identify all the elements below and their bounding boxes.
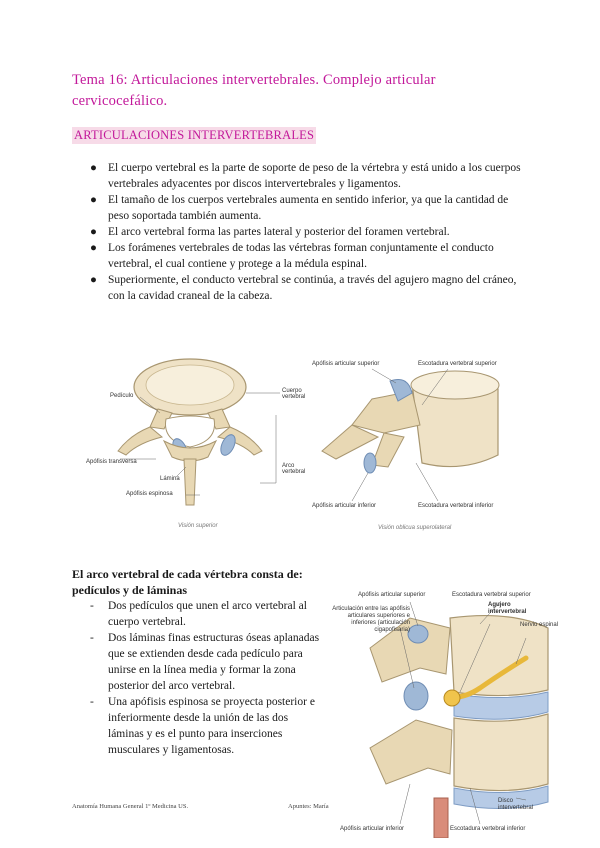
label-cuerpo-vertebral: Cuerpo vertebral [282,388,306,400]
section-heading: ARTICULACIONES INTERVERTEBRALES [74,128,315,142]
label-articulacion: Articulación entre las apófisis articulares superiores e inferiores (articulación cigapofisaria) [332,606,410,633]
vertebra-superior-illustration [80,355,310,515]
dash-list [72,598,322,758]
label-pediculo: Pedículo [110,393,134,399]
label-escotadura-inferior: Escotadura vertebral inferior [418,503,494,509]
label-apofisis-transversa: Apófisis transversa [86,459,137,465]
label-escotadura-inferior: Escotadura vertebral inferior [450,826,526,832]
label-disco: Disco intervertebral [498,798,534,811]
label-agujero: Agujero intervertebral [488,602,527,615]
list-item: ● El tamaño de los cuerpos vertebrales aumenta en sentido inferior, ya que la cantidad de peso soportada también aumenta. [90,194,509,222]
vertebra-oblique-figure [312,355,522,535]
vertebra-superior-figure [80,355,310,535]
list-item: ● El cuerpo vertebral es la parte de soporte de peso de la vértebra y está unido a los cuerpos vertebrales adyacentes por discos intervertebrales y ligamentos. [90,162,521,190]
label-lamina: Lámina [160,476,180,482]
list-item: - Una apófisis espinosa se proyecta posterior e inferiormente desde la unión de las dos láminas y es el punto para inserciones musculares y ligamentosas. [90,696,315,756]
label-apofisis-articular-inferior: Apófisis articular inferior [312,503,377,509]
label-apofisis-espinosa: Apófisis espinosa [126,491,173,497]
list-item: ● Los forámenes vertebrales de todas las vértebras forman conjuntamente el conducto vertebral, el cual contiene y protege a la médula espinal. [90,242,494,270]
label-escotadura-superior: Escotadura vertebral superior [418,361,497,367]
vertebra-oblique-illustration [312,355,522,515]
list-item: - Dos láminas finas estructuras óseas aplanadas que se extienden desde cada pedículo para unirse en la línea media y formar la zona posterior del arco vertebral. [90,632,320,692]
arc-heading: El arco vertebral de cada vértebra consta de: pedículos y de láminas [72,567,303,597]
label-nervio: Nervio espinal [520,622,559,628]
label-apofisis-articular-superior: Apófisis articular superior [312,361,380,367]
label-arco-vertebral: Arco vertebral [282,463,306,475]
label-apofisis-articular-superior: Apófisis articular superior [358,592,426,598]
footer-right: Apuntes: María [288,803,329,810]
spine-lateral-figure [330,588,580,838]
bullet-list [90,160,530,304]
label-escotadura-superior: Escotadura vertebral superior [452,592,531,598]
footer-left: Anatomía Humana General 1º Medicina US. [72,803,189,810]
list-item: ● Superiormente, el conducto vertebral se continúa, a través del agujero magno del cráneo, con la cavidad craneal de la cabeza. [90,274,517,302]
figure-caption: Visión superior [178,523,218,529]
page-title: Tema 16: Articulaciones intervertebrales. Complejo articular cervicocefálico. [72,72,436,109]
list-item: ● El arco vertebral forma las partes lateral y posterior del foramen vertebral. [90,226,450,238]
list-item: - Dos pedículos que unen el arco vertebral al cuerpo vertebral. [90,600,307,628]
figure-caption: Visión oblicua superolateral [378,525,452,531]
label-apofisis-articular-inferior: Apófisis articular inferior [340,826,405,832]
